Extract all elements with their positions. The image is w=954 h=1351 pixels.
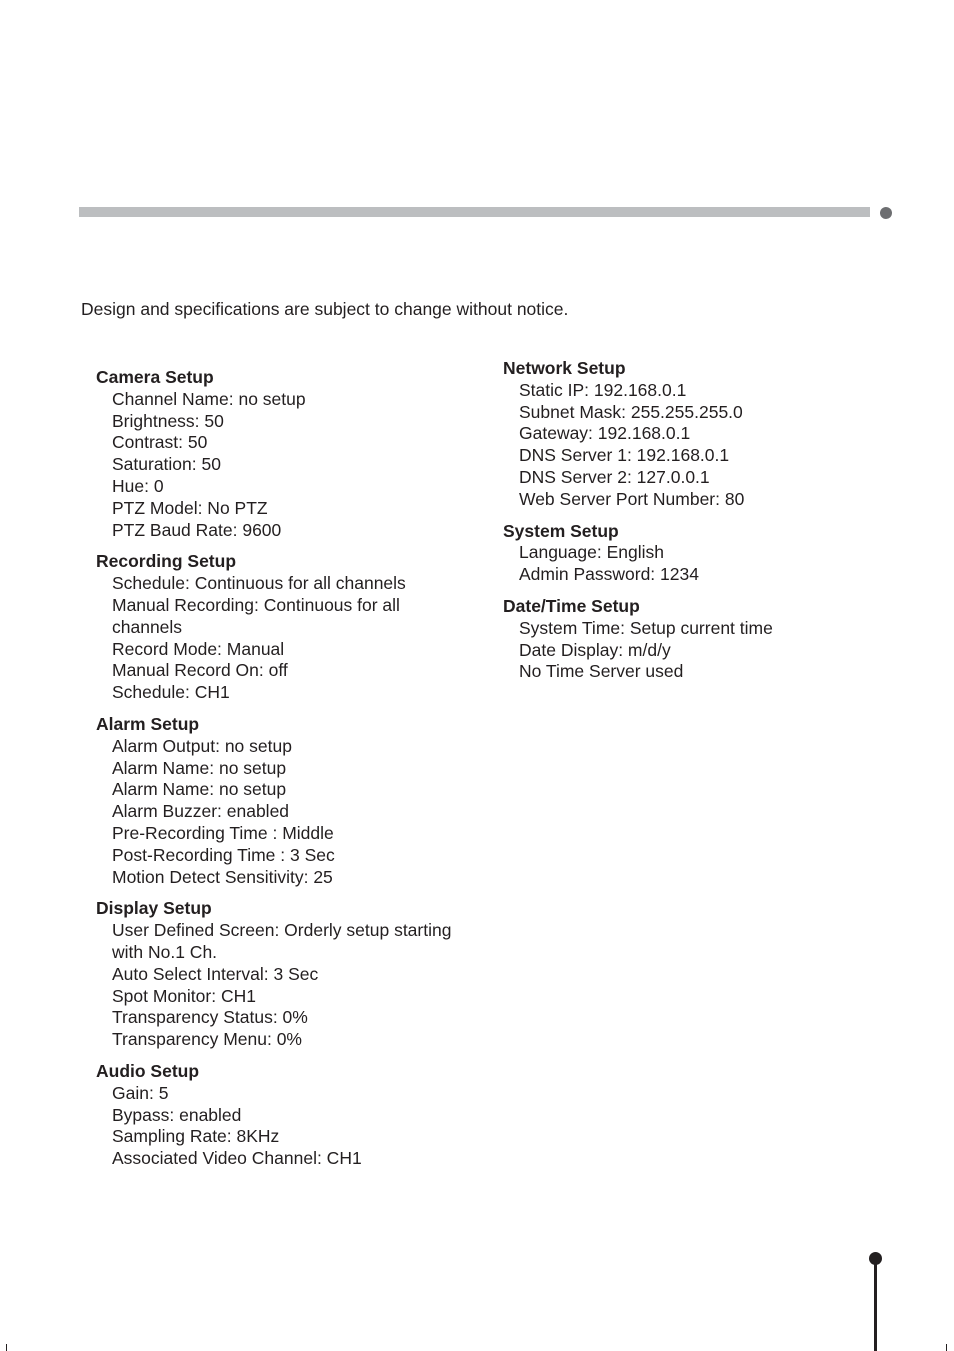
section-audio-setup [96,1061,476,1170]
section-items [503,380,843,511]
section-title: Date/Time Setup [503,595,640,616]
setting-item: Transparency Menu: 0% [112,1029,302,1050]
setting-item: Pre-Recording Time : Middle [112,822,334,843]
setting-item: Schedule: Continuous for all channels [112,573,406,594]
setting-item: Alarm Output: no setup [112,735,292,756]
setting-item: Schedule: CH1 [112,682,230,703]
section-items [96,1083,476,1170]
section-camera-setup [96,367,476,541]
setting-item: Alarm Name: no setup [112,779,287,800]
setting-item: Date Display: m/d/y [519,639,671,660]
setting-item: Channel Name: no setup [112,388,306,409]
section-title: Audio Setup [96,1060,200,1081]
setting-item: Web Server Port Number: 80 [519,488,745,509]
section-system-setup [503,521,843,586]
setting-item: No Time Server used [519,661,684,682]
section-title: Display Setup [96,898,212,919]
setting-item: Associated Video Channel: CH1 [112,1148,362,1169]
setting-item: Manual Record On: off [112,660,288,681]
section-network-setup [503,358,843,511]
setting-item: PTZ Baud Rate: 9600 [112,519,282,540]
section-items [96,920,476,1051]
setting-item: Post-Recording Time : 3 Sec [112,844,335,865]
setting-item: Contrast: 50 [112,432,208,453]
section-recording-setup [96,551,476,704]
crop-mark-right [946,1344,947,1351]
header-bullet-dot [880,207,892,219]
setting-item: Spot Monitor: CH1 [112,985,256,1006]
spec-notice: Design and specifications are subject to change without notice. [81,299,569,319]
setting-item: Gain: 5 [112,1082,169,1103]
right-column [503,358,843,693]
section-items [96,389,476,542]
setting-item: Admin Password: 1234 [519,564,699,585]
header-rule [79,207,870,217]
setting-item: Hue: 0 [112,475,164,496]
section-display-setup [96,898,476,1051]
setting-item: Alarm Name: no setup [112,757,287,778]
section-datetime-setup [503,596,843,683]
setting-item: Record Mode: Manual [112,638,285,659]
setting-item: Auto Select Interval: 3 Sec [112,963,319,984]
setting-item: System Time: Setup current time [519,617,773,638]
setting-item: Language: English [519,542,664,563]
setting-item: Motion Detect Sensitivity: 25 [112,866,333,887]
section-items [96,736,476,889]
section-alarm-setup [96,714,476,888]
setting-item: Alarm Buzzer: enabled [112,801,290,822]
setting-item: Bypass: enabled [112,1104,242,1125]
setting-item: DNS Server 1: 192.168.0.1 [519,445,730,466]
section-items [503,542,843,586]
setting-item: Saturation: 50 [112,454,221,475]
setting-item: PTZ Model: No PTZ [112,497,268,518]
setting-item: Manual Recording: Continuous for all channels [112,594,400,637]
section-title: Network Setup [503,358,626,378]
setting-item: Gateway: 192.168.0.1 [519,423,691,444]
setting-item: Transparency Status: 0% [112,1007,308,1028]
crop-mark-left [6,1344,7,1351]
section-items [96,573,476,704]
section-title: Recording Setup [96,551,237,572]
section-title: System Setup [503,520,619,541]
setting-item: User Defined Screen: Orderly setup starting with No.1 Ch. [112,920,452,962]
section-title: Alarm Setup [96,713,200,734]
setting-item: Brightness: 50 [112,410,224,431]
section-items [503,618,843,683]
section-title: Camera Setup [96,367,214,387]
setting-item: Sampling Rate: 8KHz [112,1126,280,1147]
left-column [96,367,476,1180]
footer-rule [874,1262,877,1351]
setting-item: Static IP: 192.168.0.1 [519,379,687,400]
setting-item: Subnet Mask: 255.255.255.0 [519,401,743,422]
setting-item: DNS Server 2: 127.0.0.1 [519,466,710,487]
